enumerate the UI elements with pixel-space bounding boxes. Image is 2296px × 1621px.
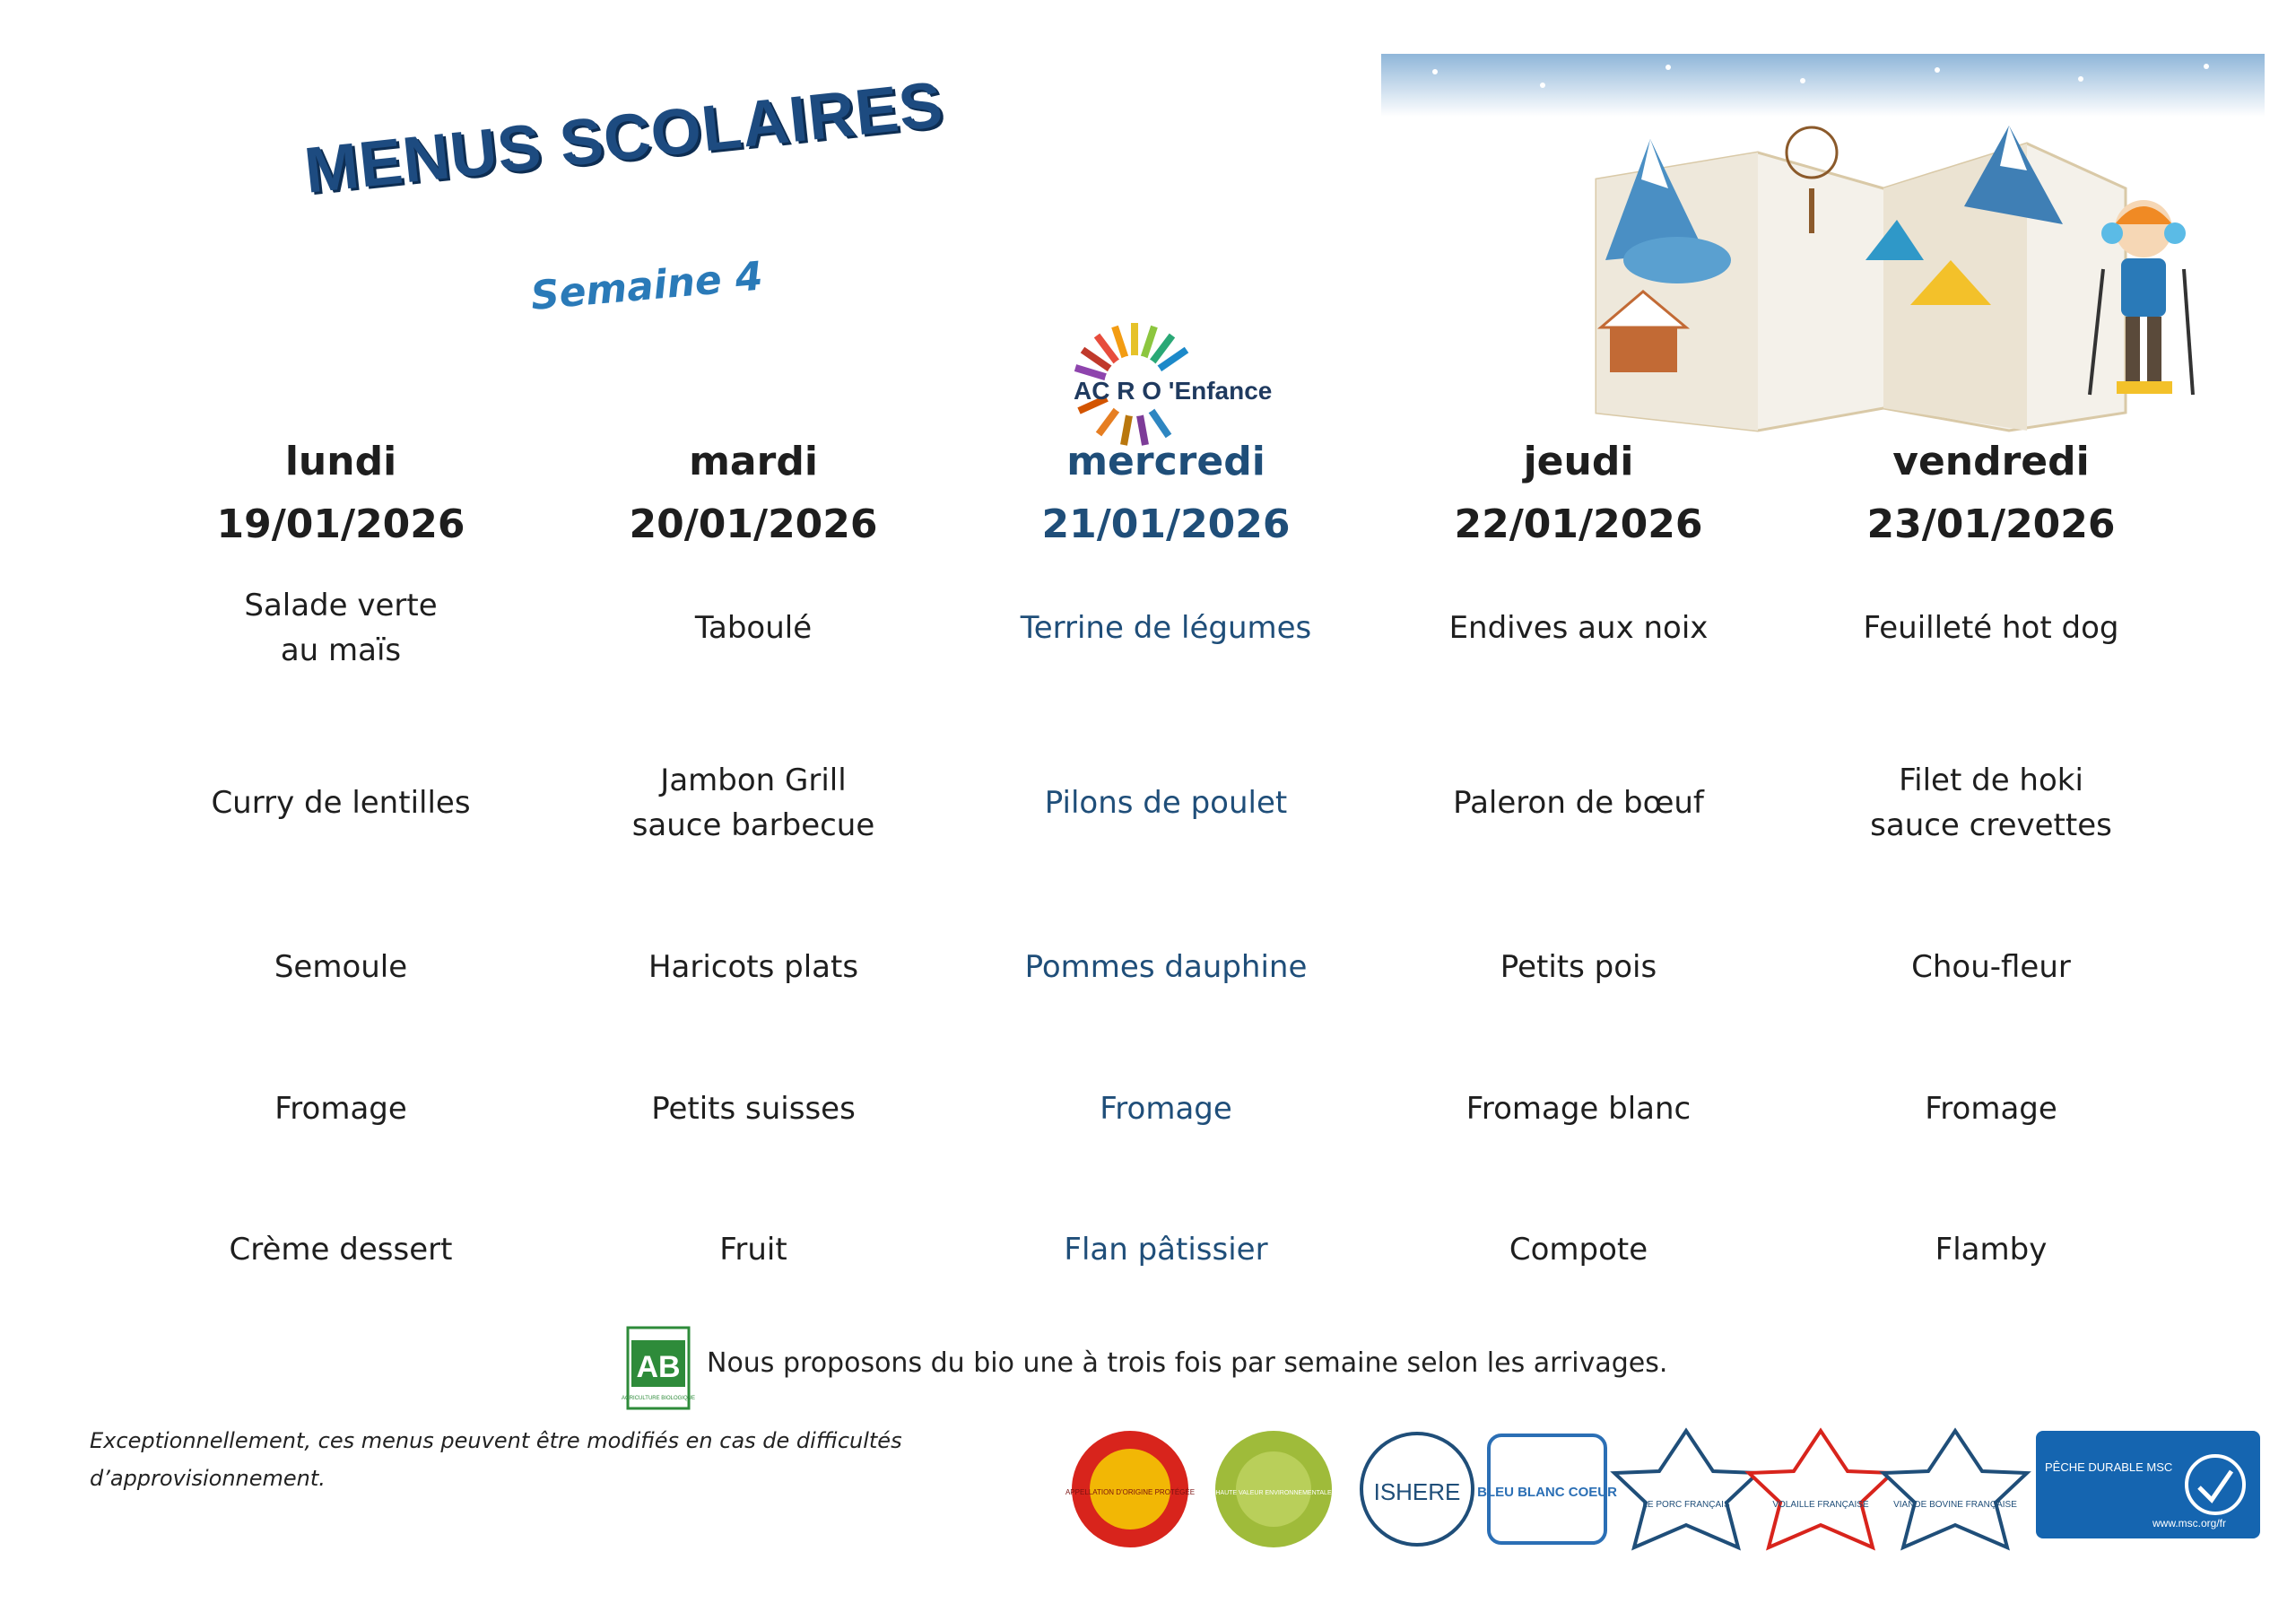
dish-line: Crème dessert: [229, 1232, 453, 1268]
dish-line: Fruit: [719, 1232, 787, 1268]
day-name: jeudi: [1523, 439, 1634, 484]
ishere-label-icon: [1361, 1434, 1473, 1545]
dish-line: Jambon Grill: [660, 763, 847, 798]
svg-text:BLEU BLANC COEUR: BLEU BLANC COEUR: [1477, 1485, 1617, 1500]
day-column-tuesday: [547, 431, 960, 556]
svg-text:HAUTE VALEUR ENVIRONNEMENTALE: HAUTE VALEUR ENVIRONNEMENTALE: [1215, 1490, 1332, 1496]
dish-item: [1785, 1086, 2197, 1131]
dish-item: [135, 1227, 547, 1272]
day-name: lundi: [284, 439, 397, 484]
day-name: vendredi: [1892, 439, 2090, 484]
dish-item: [135, 945, 547, 989]
dish-item: [1785, 758, 2197, 848]
dish-item: [547, 606, 960, 650]
dish-line: Curry de lentilles: [211, 785, 471, 821]
dish-line: sauce crevettes: [1870, 807, 2112, 843]
dish-item: [547, 758, 960, 848]
dish-item: [1372, 945, 1785, 989]
day-date: 23/01/2026: [1866, 501, 2116, 547]
dish-item: [135, 1086, 547, 1131]
acro-logo-text: AC R O 'Enfance: [1074, 377, 1273, 405]
day-date: 19/01/2026: [216, 501, 465, 547]
disclaimer-line-2: d’approvisionnement.: [90, 1466, 326, 1491]
volaille-francaise-label-icon: [1749, 1431, 1892, 1547]
svg-text:www.msc.org/fr: www.msc.org/fr: [2152, 1517, 2227, 1529]
day-column-wednesday: [960, 431, 1372, 556]
hve-label-icon: [1215, 1431, 1332, 1547]
dish-line: Fromage: [1925, 1091, 2057, 1127]
day-name: mardi: [689, 439, 818, 484]
day-column-monday: [135, 431, 547, 556]
quality-labels: [1067, 1417, 2260, 1561]
bleu-blanc-coeur-label-icon: [1477, 1435, 1617, 1543]
svg-text:AB: AB: [636, 1350, 681, 1384]
dish-item: [1785, 1227, 2197, 1272]
dish-line: Chou-fleur: [1911, 949, 2071, 985]
svg-text:ISHERE: ISHERE: [1373, 1478, 1461, 1505]
svg-text:APPELLATION D'ORIGINE PROTÉGÉE: APPELLATION D'ORIGINE PROTÉGÉE: [1065, 1488, 1196, 1496]
dish-line: Terrine de légumes: [1020, 610, 1312, 646]
dish-line: Feuilleté hot dog: [1863, 610, 2119, 646]
svg-text:AGRICULTURE BIOLOGIQUE: AGRICULTURE BIOLOGIQUE: [622, 1396, 695, 1401]
dish-item: [960, 1227, 1372, 1272]
day-column-thursday: [1372, 431, 1785, 556]
dish-line: Filet de hoki: [1899, 763, 2083, 798]
dish-item: [547, 1086, 960, 1131]
dish-item: [135, 780, 547, 825]
svg-text:VOLAILLE FRANÇAISE: VOLAILLE FRANÇAISE: [1772, 1500, 1869, 1510]
svg-text:LE PORC FRANÇAIS: LE PORC FRANÇAIS: [1642, 1500, 1730, 1510]
dish-item: [547, 1227, 960, 1272]
viande-bovine-label-icon: [1883, 1431, 2027, 1547]
dish-line: au maïs: [280, 632, 402, 668]
dish-line: Flamby: [1935, 1232, 2048, 1268]
dish-line: Fromage: [1100, 1091, 1232, 1127]
disclaimer-note: [90, 1422, 951, 1497]
lake: [1623, 237, 1731, 283]
dish-line: Compote: [1509, 1232, 1648, 1268]
day-column-friday: [1785, 431, 2197, 556]
dish-item: [1372, 1227, 1785, 1272]
svg-text:PÊCHE DURABLE MSC: PÊCHE DURABLE MSC: [2045, 1460, 2173, 1474]
dish-item: [547, 945, 960, 989]
winter-illustration: [1381, 54, 2265, 440]
chalet: [1610, 323, 1677, 372]
dish-line: Fromage blanc: [1465, 1091, 1692, 1127]
disclaimer-line-1: Exceptionnellement, ces menus peuvent être modifiés en cas de difficultés: [90, 1428, 902, 1453]
dish-item: [1372, 780, 1785, 825]
ab-bio-logo-icon: [622, 1328, 695, 1408]
snowy-sky: [1381, 54, 2265, 117]
dish-item: [960, 780, 1372, 825]
dish-line: Haricots plats: [648, 949, 859, 985]
day-date: 21/01/2026: [1041, 501, 1291, 547]
dish-item: [135, 583, 547, 673]
dish-item: [960, 945, 1372, 989]
dish-line: Endives aux noix: [1448, 610, 1709, 646]
msc-label-icon: [2036, 1431, 2260, 1538]
dish-line: Taboulé: [694, 610, 813, 646]
aop-label-icon: [1065, 1431, 1195, 1547]
dish-line: Fromage: [274, 1091, 407, 1127]
porc-francais-label-icon: [1614, 1431, 1758, 1547]
day-date: 22/01/2026: [1454, 501, 1703, 547]
dish-line: Petits pois: [1500, 949, 1657, 985]
dish-line: sauce barbecue: [631, 807, 875, 843]
dish-line: Semoule: [274, 949, 408, 985]
day-name: mercredi: [1066, 439, 1265, 484]
dish-line: Pilons de poulet: [1044, 785, 1288, 821]
dish-item: [1785, 945, 2197, 989]
dish-line: Petits suisses: [651, 1091, 856, 1127]
week-subtitle: Semaine 4: [528, 253, 765, 319]
day-date: 20/01/2026: [629, 501, 878, 547]
bio-text: Nous proposons du bio une à trois fois par semaine selon les arrivages.: [707, 1347, 1668, 1379]
dish-line: Paleron de bœuf: [1453, 785, 1704, 821]
dish-item: [1372, 1086, 1785, 1131]
svg-text:VIANDE BOVINE FRANÇAISE: VIANDE BOVINE FRANÇAISE: [1893, 1500, 2017, 1510]
page-title: MENUS SCOLAIRES: [300, 68, 947, 207]
dish-line: Salade verte: [244, 588, 438, 623]
dish-item: [960, 606, 1372, 650]
dish-line: Pommes dauphine: [1024, 949, 1308, 985]
dish-item: [1372, 606, 1785, 650]
dish-item: [960, 1086, 1372, 1131]
dish-line: Flan pâtissier: [1064, 1232, 1268, 1268]
dish-item: [1785, 606, 2197, 650]
